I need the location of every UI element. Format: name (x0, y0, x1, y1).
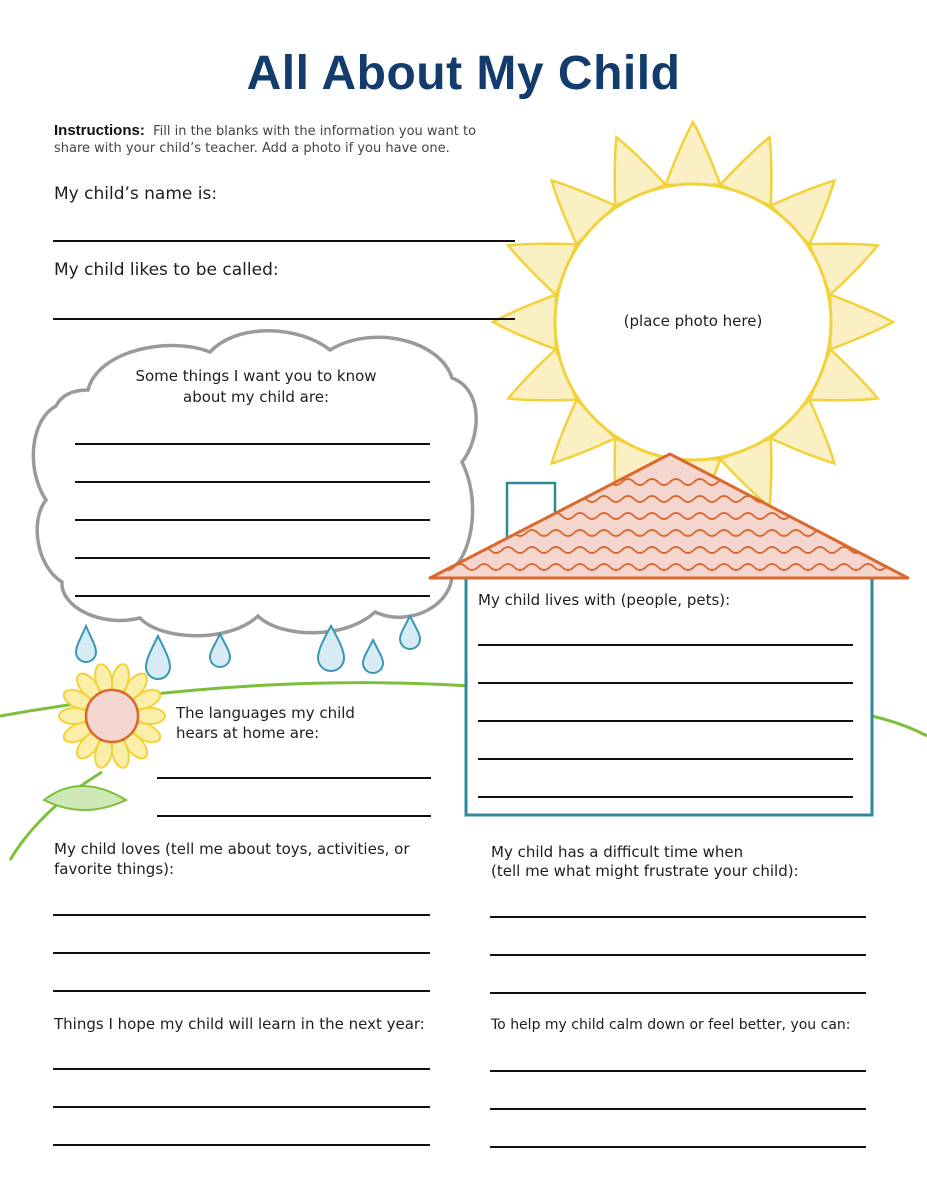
know-field-5[interactable] (75, 595, 430, 597)
calm-field-1[interactable] (490, 1070, 866, 1072)
sun-ray (830, 295, 893, 350)
learn-field-3[interactable] (53, 1144, 430, 1146)
learn-label: Things I hope my child will learn in the next year: (54, 1015, 425, 1033)
raindrop-icon (76, 626, 96, 662)
instructions (54, 122, 476, 157)
know-field-4[interactable] (75, 557, 430, 559)
know-field-3[interactable] (75, 519, 430, 521)
languages-field-1[interactable] (157, 777, 431, 779)
difficult-field-3[interactable] (490, 992, 866, 994)
loves-field-1[interactable] (53, 914, 430, 916)
difficult-field-2[interactable] (490, 954, 866, 956)
difficult-field-1[interactable] (490, 916, 866, 918)
loves-field-2[interactable] (53, 952, 430, 954)
flower-petal (135, 708, 165, 724)
instructions-label: Instructions: (54, 122, 145, 139)
child-name-label: My child’s name is: (54, 184, 218, 204)
raindrop-icon (210, 634, 230, 667)
loves-field-3[interactable] (53, 990, 430, 992)
sun-ray (493, 295, 556, 350)
learn-field-2[interactable] (53, 1106, 430, 1108)
lives-with-field-1[interactable] (478, 644, 853, 646)
house-icon (430, 454, 910, 815)
learn-field-1[interactable] (53, 1068, 430, 1070)
difficult-label-2: (tell me what might frustrate your child): (491, 862, 799, 880)
instructions-text-1: Fill in the blanks with the information you want to (153, 124, 477, 139)
loves-label-1: My child loves (tell me about toys, activities, or (54, 840, 410, 858)
child-called-field[interactable] (53, 318, 515, 320)
page-title: All About My Child (246, 47, 681, 100)
raindrop-icon (363, 640, 383, 673)
lives-with-field-5[interactable] (478, 796, 853, 798)
lives-with-field-2[interactable] (478, 682, 853, 684)
child-name-field[interactable] (53, 240, 515, 242)
loves-label-2: favorite things): (54, 860, 175, 878)
photo-placeholder[interactable]: (place photo here) (623, 312, 763, 330)
instructions-text-2: share with your child’s teacher. Add a photo if you have one. (54, 141, 450, 156)
know-label-2: about my child are: (183, 388, 329, 406)
flower-petal (59, 708, 89, 724)
languages-label-1: The languages my child (176, 704, 355, 722)
sun-ray (666, 122, 721, 185)
lives-with-label: My child lives with (people, pets): (478, 591, 731, 609)
calm-field-3[interactable] (490, 1146, 866, 1148)
difficult-label-1: My child has a difficult time when (491, 843, 744, 861)
raindrop-icon (146, 636, 170, 679)
languages-label-2: hears at home are: (176, 724, 320, 742)
raindrop-icon (400, 616, 420, 649)
calm-field-2[interactable] (490, 1108, 866, 1110)
know-label-1: Some things I want you to know (135, 367, 377, 385)
lives-with-field-3[interactable] (478, 720, 853, 722)
know-field-1[interactable] (75, 443, 430, 445)
child-called-label: My child likes to be called: (54, 260, 279, 280)
know-field-2[interactable] (75, 481, 430, 483)
languages-field-2[interactable] (157, 815, 431, 817)
flower-icon (59, 663, 165, 770)
lives-with-field-4[interactable] (478, 758, 853, 760)
calm-label: To help my child calm down or feel better, you can: (491, 1017, 851, 1033)
